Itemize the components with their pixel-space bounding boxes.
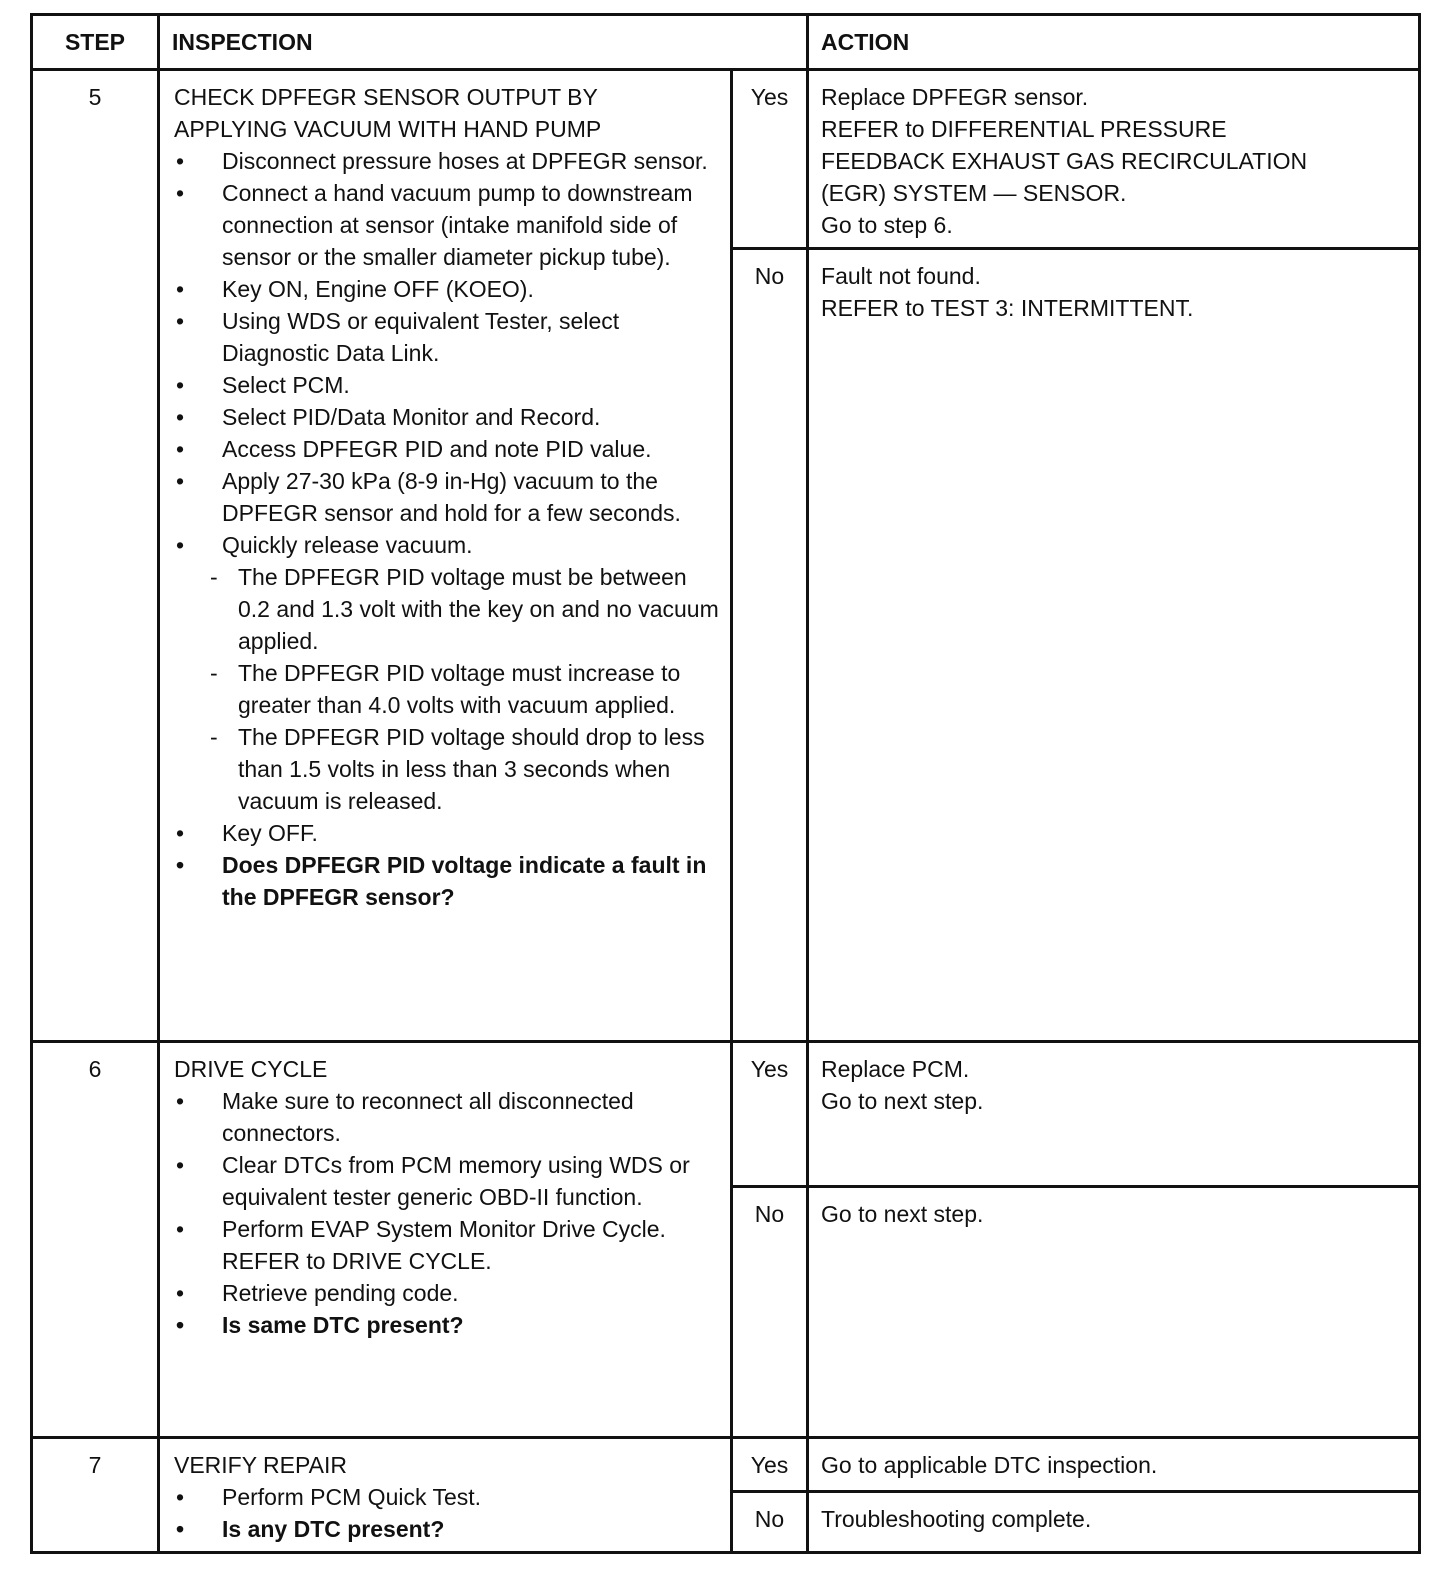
step-5-no-action	[808, 249, 1420, 1042]
step-5-yes-action	[808, 70, 1420, 249]
list-item: • Make sure to reconnect all disconnected connectors.	[174, 1085, 722, 1149]
step-6-number: 6	[32, 1042, 159, 1438]
action-line: Replace DPFEGR sensor.	[821, 84, 1089, 110]
refer-text: REFER to DRIVE CYCLE.	[222, 1248, 492, 1274]
inspection-header: INSPECTION	[159, 15, 808, 70]
list-item: • Key ON, Engine OFF (KOEO).	[174, 273, 722, 305]
list-item: • Disconnect pressure hoses at DPFEGR sensor.	[174, 145, 722, 177]
step-7-yes-action	[808, 1438, 1420, 1492]
step-6-no-label: No	[732, 1187, 808, 1438]
sub-list-item: - The DPFEGR PID voltage should drop to less than 1.5 volts in less than 3 seconds when vacuum is released.	[206, 721, 722, 817]
step-7-title: VERIFY REPAIR	[174, 1452, 347, 1478]
list-item: • Connect a hand vacuum pump to downstream connection at sensor (intake manifold side of sensor or the smaller diameter pickup tube).	[174, 177, 722, 273]
list-item: • Using WDS or equivalent Tester, select Diagnostic Data Link.	[174, 305, 722, 369]
action-line: FEEDBACK EXHAUST GAS RECIRCULATION	[821, 148, 1308, 174]
step-7-no-label: No	[732, 1492, 808, 1553]
step-7-question: • Is any DTC present?	[174, 1513, 722, 1545]
list-item: • Access DPFEGR PID and note PID value.	[174, 433, 722, 465]
step-5-yes-label: Yes	[732, 70, 808, 249]
action-line: Go to step 6.	[821, 212, 953, 238]
list-item: • Clear DTCs from PCM memory using WDS or equivalent tester generic OBD-II function.	[174, 1149, 722, 1213]
diagnostic-table	[30, 13, 1421, 1554]
step-5-yes-row	[32, 70, 1420, 249]
action-line: Fault not found.	[821, 263, 981, 289]
list-item: • Retrieve pending code.	[174, 1277, 722, 1309]
step-header: STEP	[32, 15, 159, 70]
action-line: (EGR) SYSTEM — SENSOR.	[821, 180, 1127, 206]
action-header: ACTION	[808, 15, 1420, 70]
step-5-inspection	[159, 70, 732, 1042]
step-6-yes-row	[32, 1042, 1420, 1187]
sub-list-item: - The DPFEGR PID voltage must increase to greater than 4.0 volts with vacuum applied.	[206, 657, 722, 721]
list-item: • Select PID/Data Monitor and Record.	[174, 401, 722, 433]
step-5-no-label: No	[732, 249, 808, 1042]
list-item: • Apply 27-30 kPa (8-9 in-Hg) vacuum to the DPFEGR sensor and hold for a few seconds.	[174, 465, 722, 529]
step-6-no-action	[808, 1187, 1420, 1438]
list-item-text: • Quickly release vacuum.	[222, 532, 473, 558]
step-7-yes-label: Yes	[732, 1438, 808, 1492]
step-5-number: 5	[32, 70, 159, 1042]
step-7-bullets	[174, 1481, 722, 1545]
step-5-bullets	[174, 145, 722, 913]
action-line: Replace PCM.	[821, 1056, 970, 1082]
step-7-yes-row	[32, 1438, 1420, 1492]
list-item-with-refer	[174, 1213, 722, 1277]
action-line: Go to next step.	[821, 1201, 984, 1227]
list-item: • Key OFF.	[174, 817, 722, 849]
sub-list-item: - The DPFEGR PID voltage must be between 0.2 and 1.3 volt with the key on and no vacuum applied.	[206, 561, 722, 657]
step-6-question: • Is same DTC present?	[174, 1309, 722, 1341]
step-6-yes-action	[808, 1042, 1420, 1187]
action-line: Go to next step.	[821, 1088, 984, 1114]
step-7-no-action	[808, 1492, 1420, 1553]
header-row	[32, 15, 1420, 70]
list-item: • Perform PCM Quick Test.	[174, 1481, 722, 1513]
action-line: Go to applicable DTC inspection.	[821, 1452, 1158, 1478]
step-6-title: DRIVE CYCLE	[174, 1056, 328, 1082]
list-item: • Select PCM.	[174, 369, 722, 401]
step-6-bullets	[174, 1085, 722, 1341]
step-6-inspection	[159, 1042, 732, 1438]
step-6-yes-label: Yes	[732, 1042, 808, 1187]
step-7-number: 7	[32, 1438, 159, 1553]
action-line: REFER to DIFFERENTIAL PRESSURE	[821, 116, 1227, 142]
list-item-text: • Perform EVAP System Monitor Drive Cycle.	[222, 1216, 666, 1242]
step-5-title-line-1: CHECK DPFEGR SENSOR OUTPUT BY	[174, 84, 598, 110]
step-5-title-line-2: APPLYING VACUUM WITH HAND PUMP	[174, 116, 602, 142]
list-item-with-subitems	[174, 529, 722, 817]
action-line: Troubleshooting complete.	[821, 1506, 1092, 1533]
step-7-inspection	[159, 1438, 732, 1553]
step-5-sub-bullets	[206, 561, 722, 817]
action-line: REFER to TEST 3: INTERMITTENT.	[821, 295, 1194, 321]
step-5-question: • Does DPFEGR PID voltage indicate a fault in the DPFEGR sensor?	[174, 849, 722, 913]
